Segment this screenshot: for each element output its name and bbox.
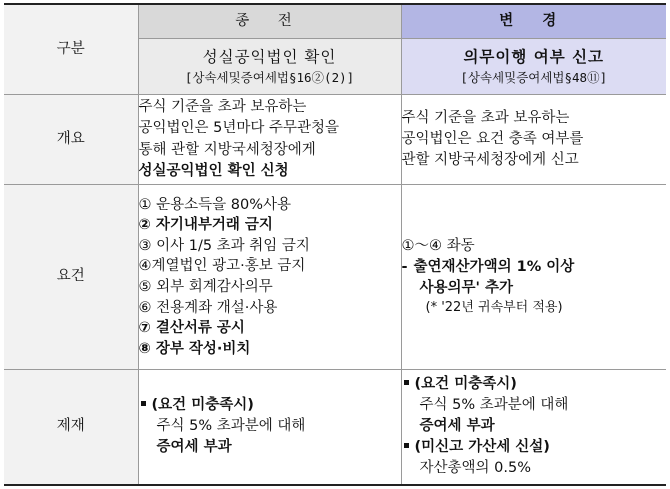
header-old-law: [상속세및증여세법§16②(2)] — [184, 69, 355, 85]
requirements-same-note: ①～④ 좌동 — [401, 238, 475, 255]
overview-old-line: 성실공익법인 확인 신청 — [138, 162, 289, 179]
overview-new-line: 주식 기준을 초과 보유하는 — [401, 109, 570, 126]
requirements-new-cell — [401, 185, 666, 370]
overview-new-line: 관할 지방국세청장에게 신고 — [401, 152, 579, 168]
header-old-title-cell — [138, 4, 401, 39]
sanction-old-line: 증여세 부과 — [156, 439, 232, 456]
overview-row — [4, 95, 666, 185]
sanction-row — [4, 370, 666, 485]
sanction-old-head: (요건 미충족시) — [151, 397, 254, 414]
sanction-new-cell — [401, 370, 666, 485]
requirement-item: ⑥ 전용계좌 개설·사용 — [138, 299, 278, 316]
requirement-item: ② 자기내부거래 금지 — [138, 217, 273, 234]
sanction-new-head2: (미신고 가산세 신설) — [414, 439, 550, 456]
sanction-old-cell — [138, 370, 401, 485]
requirements-row — [4, 185, 666, 370]
bullet-square-icon — [141, 401, 146, 406]
sanction-new-head: (요건 미충족시) — [414, 376, 517, 393]
requirement-item: ① 운용소득을 80%사용 — [138, 196, 291, 213]
sanction-new-line: 자산총액의 0.5% — [419, 460, 531, 477]
sanction-new-line: 증여세 부과 — [419, 418, 495, 435]
header-old-title: 종 전 — [235, 12, 304, 29]
header-category-cell — [4, 4, 138, 95]
requirement-item: ③ 이사 1/5 초과 취임 금지 — [138, 237, 310, 254]
requirements-new-note: (* '22년 귀속부터 적용) — [425, 300, 563, 316]
header-new-title-cell — [401, 4, 666, 39]
bullet-square-icon — [404, 443, 409, 448]
requirements-old-cell — [138, 185, 401, 370]
bullet-square-icon — [404, 380, 409, 385]
requirement-item: ④계열법인 광고·홍보 금지 — [138, 258, 306, 275]
overview-label: 개요 — [56, 130, 85, 147]
overview-new-cell — [401, 95, 666, 185]
dash-marker: - — [401, 259, 408, 276]
overview-old-line: 통해 관할 지방국세청장에게 — [138, 141, 316, 158]
header-new-sub-cell — [401, 39, 666, 95]
overview-old-cell — [138, 95, 401, 185]
overview-label-cell — [4, 95, 138, 185]
header-row-main — [4, 4, 666, 39]
requirements-new-item-line2: 사용의무' 추가 — [419, 280, 514, 297]
header-new-title: 변 경 — [499, 12, 569, 29]
requirement-item: ⑧ 장부 작성·비치 — [138, 340, 251, 357]
header-category-label: 구분 — [56, 40, 85, 57]
header-new-law: [상속세및증여세법§48⑪] — [460, 69, 608, 85]
overview-old-line: 공익법인은 5년마다 주무관청을 — [138, 120, 340, 137]
overview-new-line: 공익법인은 요건 충족 여부를 — [401, 130, 584, 147]
sanction-label-cell — [4, 370, 138, 485]
header-old-subtitle: 성실공익법인 확인 — [202, 48, 337, 67]
sanction-label: 제재 — [56, 418, 85, 435]
requirements-label: 요건 — [56, 268, 85, 285]
requirement-item: ⑤ 외부 회계감사의무 — [138, 279, 273, 295]
requirement-item: ⑦ 결산서류 공시 — [138, 320, 245, 337]
header-old-sub-cell — [138, 39, 401, 95]
overview-old-line: 주식 기준을 초과 보유하는 — [138, 99, 307, 116]
sanction-new-line: 주식 5% 초과분에 대해 — [419, 397, 569, 414]
comparison-table — [4, 3, 666, 486]
requirements-new-item-line1: 출연재산가액의 1% 이상 — [413, 259, 575, 276]
sanction-old-line: 주식 5% 초과분에 대해 — [156, 418, 306, 435]
requirements-label-cell — [4, 185, 138, 370]
header-new-subtitle: 의무이행 여부 신고 — [463, 48, 605, 67]
